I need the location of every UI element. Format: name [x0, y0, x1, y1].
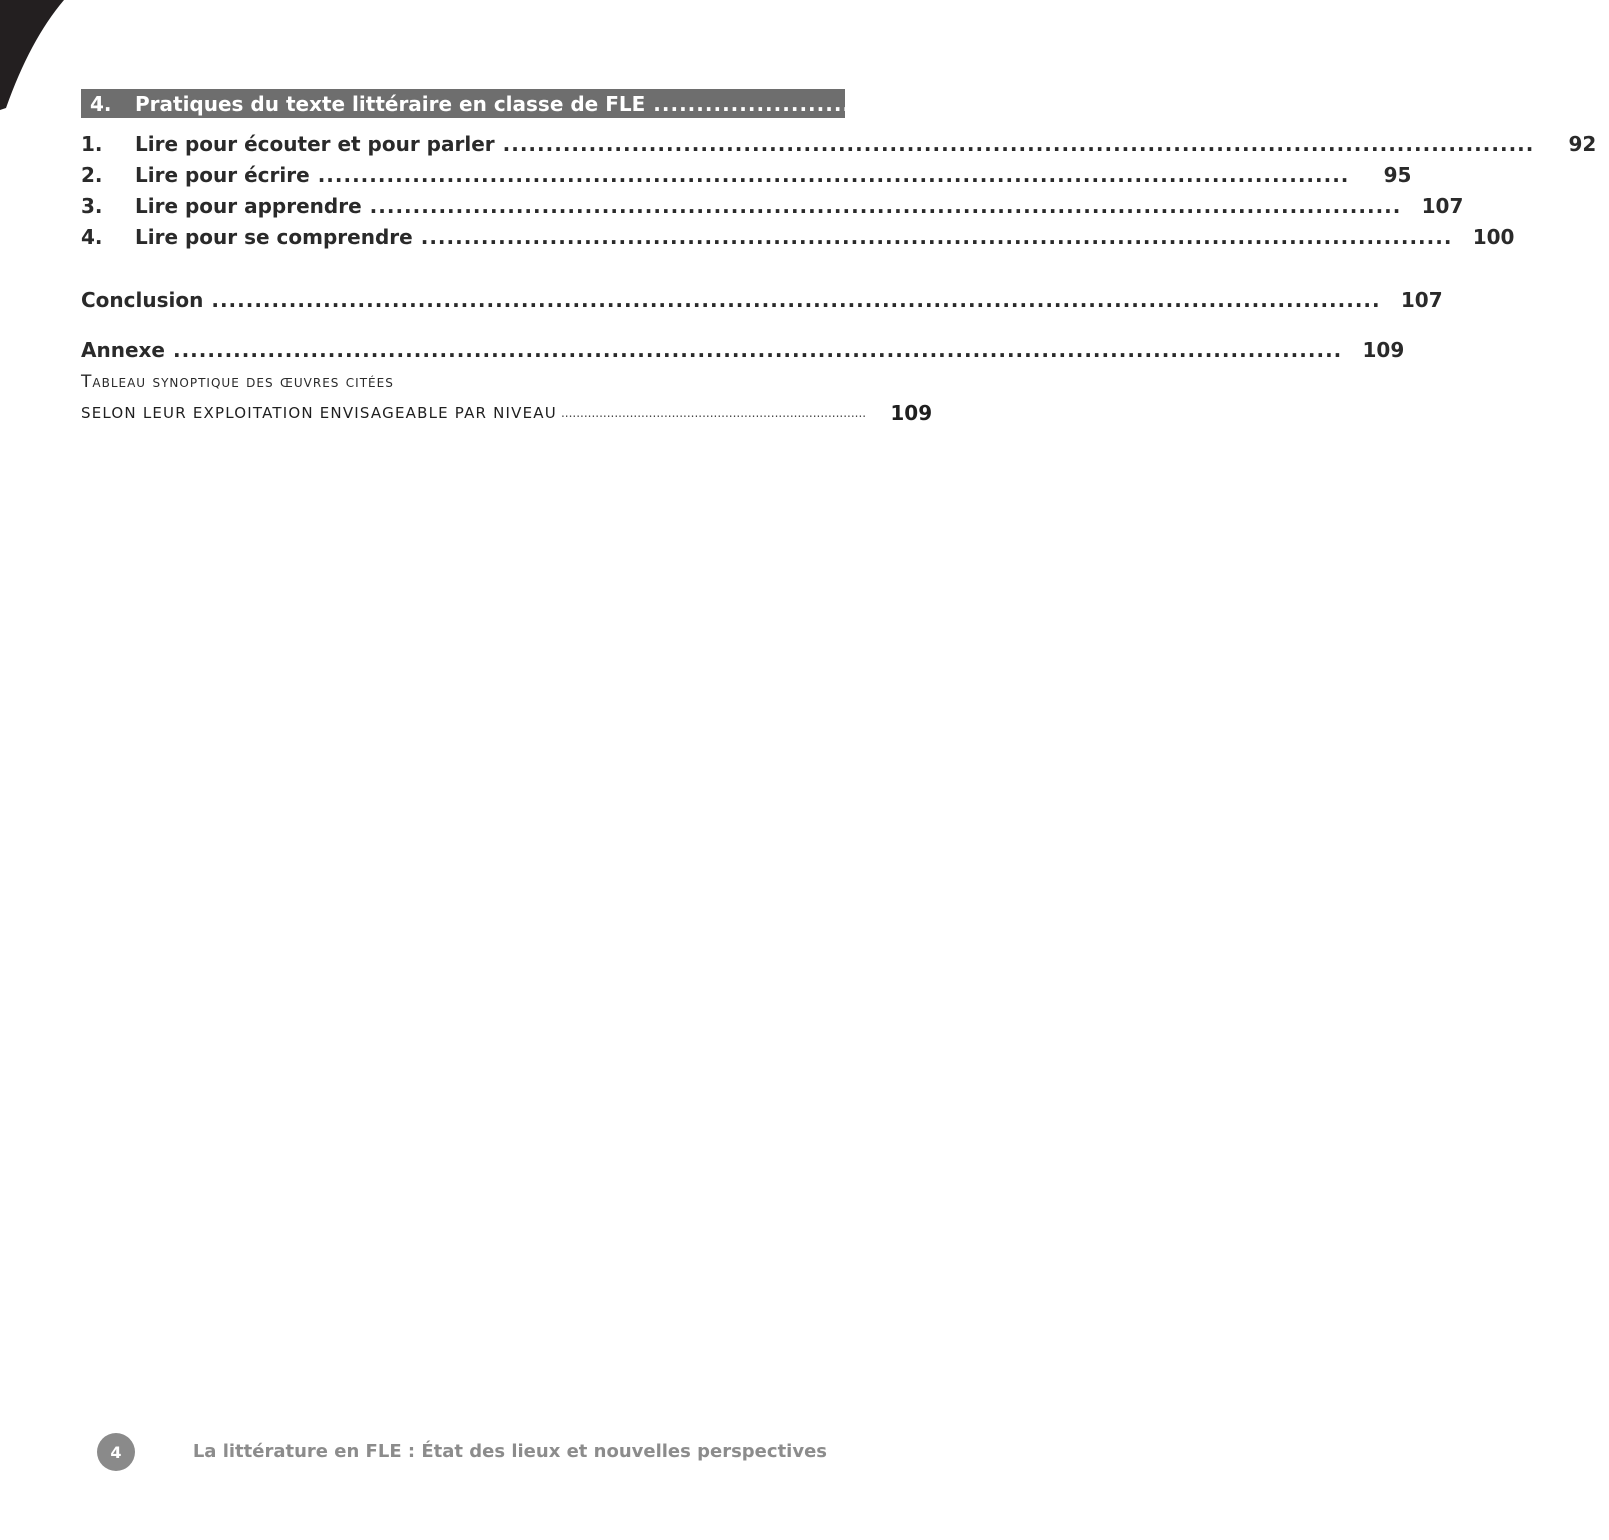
toc-conclusion-title: Conclusion: [81, 288, 204, 312]
toc-leader-dots: ........................................................................................................................: [369, 193, 1402, 218]
toc-annexe-subtitle-page: 109: [890, 401, 933, 425]
running-title: La littérature en FLE : État des lieux et nouvelles perspectives: [192, 1441, 827, 1462]
toc-entry-page: 100: [1472, 224, 1515, 249]
toc-conclusion[interactable]: [81, 284, 1443, 316]
toc-leader-dots: ........................................................................................................................: [420, 224, 1453, 249]
toc-annexe-page: 109: [1362, 338, 1405, 362]
toc-leader-dots: ........................................................................................................................: [317, 162, 1350, 187]
toc-entry-page: 95: [1383, 162, 1412, 187]
toc-entry-2[interactable]: [81, 159, 1412, 190]
toc-entry-number: 4.: [81, 224, 103, 249]
toc-leader-dots: ........................................................................................................................: [502, 131, 1535, 156]
toc-entry-page: 107: [1421, 193, 1464, 218]
toc-section-page: 93: [1581, 91, 1609, 116]
toc-entry-title: Lire pour apprendre: [135, 193, 362, 218]
table-of-contents: [81, 89, 1609, 428]
toc-entry-title: Lire pour écrire: [135, 162, 310, 187]
toc-leader-dots: ........................................................................................................................................: [172, 338, 1343, 362]
toc-entry-1[interactable]: [81, 128, 1597, 159]
toc-entry-4[interactable]: [81, 221, 1515, 252]
toc-annexe-title: Annexe: [81, 338, 165, 362]
corner-decoration: [0, 0, 80, 110]
page-number-badge: 4: [97, 1433, 135, 1471]
toc-leader-dots: ................................................................................: [560, 406, 867, 420]
toc-entry-title: Lire pour se comprendre: [135, 224, 413, 249]
toc-section-title: Pratiques du texte littéraire en classe de FLE: [135, 91, 646, 116]
toc-leader-dots: ........................................................................................................: [653, 91, 1548, 116]
toc-entry-3[interactable]: [81, 190, 1464, 221]
toc-entry-number: 2.: [81, 162, 103, 187]
toc-annexe[interactable]: [81, 334, 1405, 366]
toc-annexe-subtitle-line2: SELON LEUR EXPLOITATION ENVISAGEABLE PAR NIVEAU: [81, 404, 557, 422]
toc-entry-title: Lire pour écouter et pour parler: [135, 131, 495, 156]
toc-entry-number: 1.: [81, 131, 103, 156]
toc-annexe-subtitle-entry[interactable]: [81, 398, 933, 428]
toc-section-number: 4.: [90, 91, 112, 116]
page-footer: [97, 1433, 827, 1473]
toc-section-heading[interactable]: [81, 89, 1609, 118]
toc-entry-number: 3.: [81, 193, 103, 218]
toc-entry-page: 92: [1568, 131, 1597, 156]
toc-conclusion-page: 107: [1400, 288, 1443, 312]
toc-leader-dots: ........................................................................................................................................: [211, 288, 1381, 312]
toc-annexe-subtitle-line1: Tableau synoptique des œuvres citées: [81, 372, 394, 392]
